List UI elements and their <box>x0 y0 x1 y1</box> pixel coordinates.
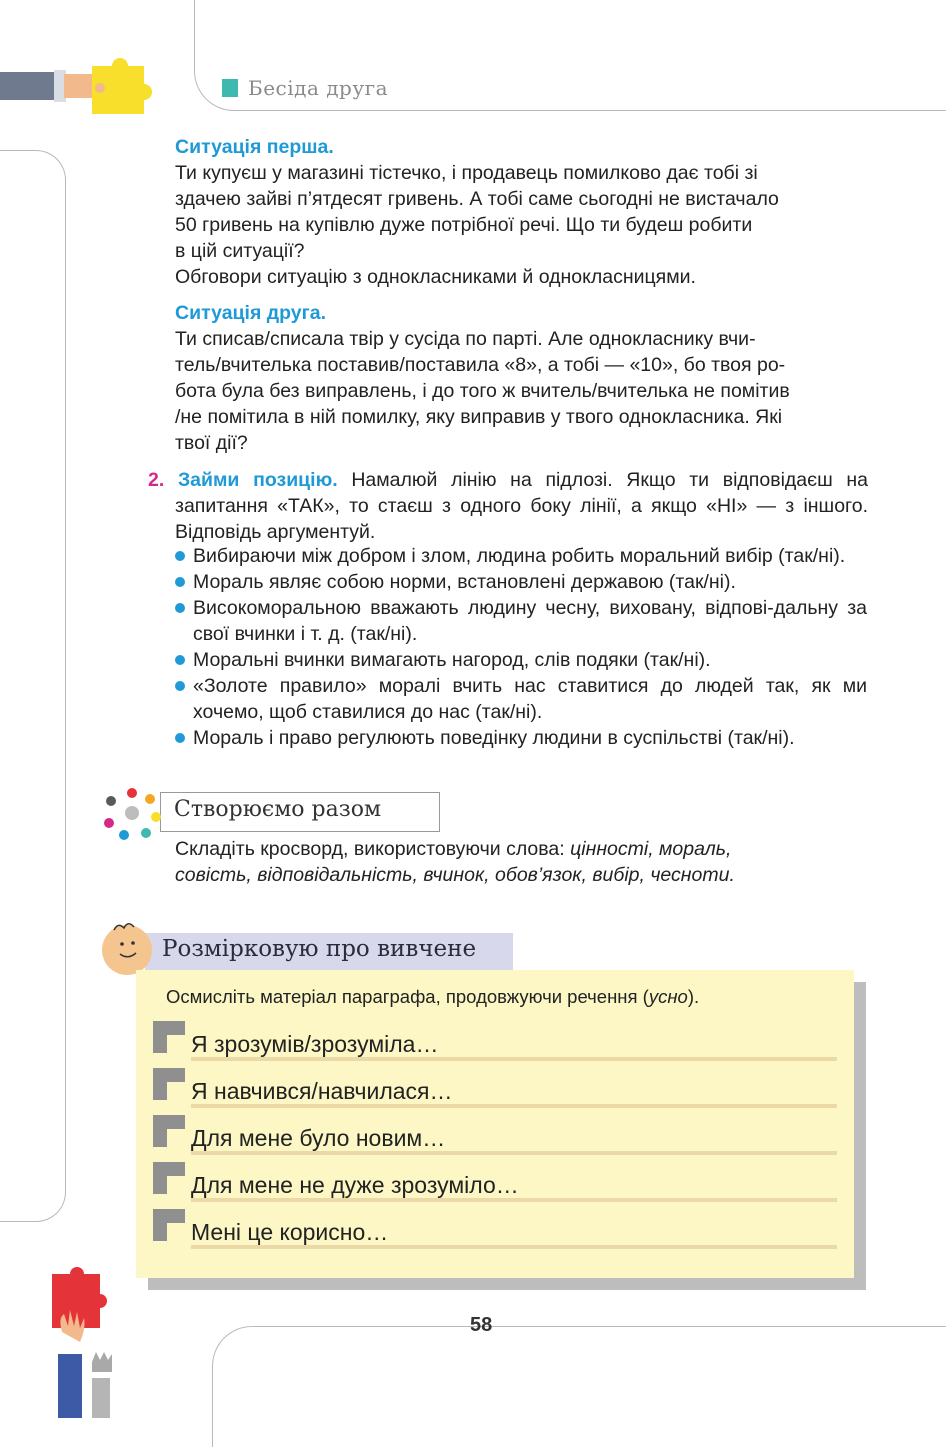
reflect-intro <box>166 986 699 1008</box>
situation-two-line: /не помітила в ній помилку, яку виправив у твого однокласника. Які <box>175 406 783 428</box>
sentence-starter-text: Для мене не дуже зрозуміло… <box>191 1172 519 1198</box>
list-item: Мораль і право регулюють поведінку людини в суспільстві (так/ні). <box>175 725 867 751</box>
sentence-starter-text: Для мене було новим… <box>191 1125 446 1151</box>
sentence-starter <box>153 1115 837 1155</box>
reflect-intro-prefix: Осмисліть матеріал параграфа, продовжуючи речення ( <box>166 986 649 1007</box>
list-item: Мораль являє собою норми, встановлені державою (так/ні). <box>175 569 867 595</box>
together-text <box>175 836 867 888</box>
bullet-list <box>175 543 867 751</box>
hand-puzzle-icon <box>0 58 160 118</box>
list-item: Вибираючи між добром і злом, людина робить моральний вибір (так/ні). <box>175 543 867 569</box>
writing-line <box>191 1198 837 1202</box>
situation-two-line: Ти списав/списала твір у сусіда по парті. Але однокласнику вчи- <box>175 328 756 350</box>
task-text: Намалюй лінію на підлозі. Якщо ти відповідаєш на запитання «ТАК», то стаєш з одного боку лінії, а якщо «НІ» — з іншого. Відповідь аргументуй. <box>175 469 869 543</box>
reflect-title: Розмірковую про вивчене <box>162 936 477 962</box>
situation-one-line: Обговори ситуацію з однокласниками й однокласницями. <box>175 266 696 288</box>
situation-one-line: здачею зайві п’ятдесят гривень. А тобі саме сьогодні не вистачало <box>175 188 779 210</box>
running-head <box>222 76 388 100</box>
hands-puzzle-icon <box>40 1262 130 1418</box>
sentence-starter-text: Мені це корисно… <box>191 1219 389 1245</box>
people-circle-icon <box>100 785 164 841</box>
situation-one <box>175 134 867 290</box>
page-number: 58 <box>470 1314 493 1336</box>
sentence-starter <box>153 1162 837 1202</box>
situation-two <box>175 300 867 456</box>
situation-one-title: Ситуація перша. <box>175 136 334 158</box>
teal-marker-icon <box>222 79 238 97</box>
list-item: Високоморальною вважають людину чесну, виховану, відпові-дальну за свої вчинки і т. д. (так/ні). <box>175 595 867 647</box>
task-lead: Займи позицію. <box>177 469 338 491</box>
reflect-intro-italic: усно <box>648 986 688 1007</box>
writing-line <box>191 1151 837 1155</box>
situation-one-line: Ти купуєш у магазині тістечко, і продавець помилково дає тобі зі <box>175 162 758 184</box>
running-head-text: Бесіда друга <box>248 76 389 100</box>
writing-line <box>191 1104 837 1108</box>
together-text-prefix: Складіть кросворд, використовуючи слова: <box>175 838 565 860</box>
reflect-intro-suffix: ). <box>687 986 700 1007</box>
face-sketch-icon <box>104 918 152 974</box>
task-two <box>148 467 868 545</box>
writing-line <box>191 1057 837 1061</box>
task-number: 2. <box>148 469 165 491</box>
sentence-starter <box>153 1021 837 1061</box>
situation-one-line: 50 гривень на купівлю дуже потрібної речі. Що ти будеш робити <box>175 214 753 236</box>
together-text-words: цінності, мораль, <box>570 838 732 860</box>
together-title: Створюємо разом <box>174 797 382 822</box>
sentence-starter-text: Я зрозумів/зрозуміла… <box>191 1031 439 1057</box>
situation-one-line: в цій ситуації? <box>175 240 305 262</box>
page-frame-bottom <box>212 1326 946 1447</box>
list-item: «Золоте правило» моралі вчить нас ставитися до людей так, як ми хочемо, щоб ставилися до нас (так/ні). <box>175 673 867 725</box>
sentence-starter <box>153 1209 837 1249</box>
together-text-line2: совість, відповідальність, вчинок, обов’язок, вибір, чесноти. <box>175 864 735 886</box>
writing-line <box>191 1245 837 1249</box>
situation-two-title: Ситуація друга. <box>175 302 327 324</box>
page-frame-left <box>0 150 66 1222</box>
sentence-starter <box>153 1068 837 1108</box>
sentence-starter-text: Я навчився/навчилася… <box>191 1078 453 1104</box>
situation-two-line: тель/вчителька поставив/поставила «8», а тобі — «10», бо твоя ро- <box>175 354 786 376</box>
situation-two-line: бота була без виправлень, і до того ж вчитель/вчителька не помітив <box>175 380 790 402</box>
situation-two-line: твої дії? <box>175 432 248 454</box>
list-item: Моральні вчинки вимагають нагород, слів подяки (так/ні). <box>175 647 867 673</box>
